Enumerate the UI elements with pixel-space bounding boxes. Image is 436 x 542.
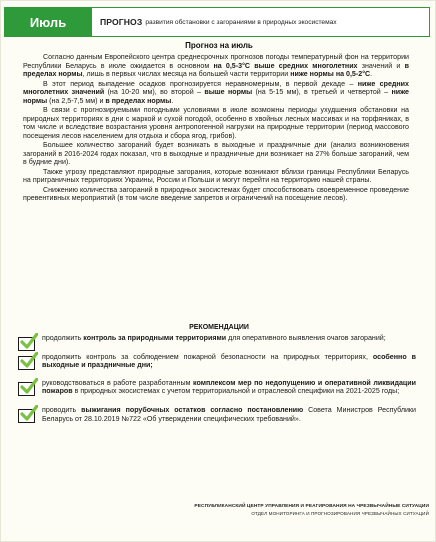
recommendations-list [18,334,416,423]
text-run: Совета Министров Республики Беларусь от 28.10.2019 №722 «Об утверждении специфических требований». [42,405,416,423]
header-title [92,7,430,37]
text-run: В этот период выпадение осадков прогнозируется неравномерным, в первой декаде – [43,79,358,88]
text-run: (на 2,5-7,5 мм) и [47,96,106,105]
recommendation-item [18,334,416,343]
text-run: продолжить [42,334,84,342]
recommendation-item [18,406,416,423]
emphasized-text: контроль за природными территориями [83,334,227,342]
text-run: для оперативного выявления очагов загораний; [226,334,386,342]
emphasized-text: ниже средних многолетних значений [23,79,409,96]
text-run: . [171,96,174,105]
checkmark-icon [18,356,35,370]
text-run: Также угрозу представляют природные загорания, которые возникают вблизи границы Республики Беларусь на приграничных территориях Украины, России и Польши и могут перейти на территорию нашей страны. [23,167,409,184]
header-title-rest: развития обстановки с загораниями в природных экосистемах [145,18,337,26]
emphasized-text: выше нормы [204,88,253,96]
emphasized-text: комплексом мер по недопущению и оперативной ликвидации пожаров [42,378,416,396]
text-run: Снижению количества загораний в природных экосистемах будет способствовать своевременное проведение превентивных мероприятий (в том числе введение запретов и ограничений на посещение лесов). [23,185,409,202]
forecast-paragraph [23,106,409,140]
footer [151,504,429,516]
checkmark-icon [18,337,35,351]
month-label: Июль [29,14,67,30]
forecast-paragraph [23,141,409,167]
text-run: Большее количество загораний будет возникать в выходные и праздничные дни (анализ возникновения загораний в 2016-2024 годах показал, что в выходные и праздничные дни возникает на 27% больше загораний, чем в будние дни). [23,141,409,166]
recommendation-item [18,353,416,370]
recommendations-title: РЕКОМЕНДАЦИИ [189,324,249,331]
recommendation-text [42,379,416,396]
text-run: (на 5-15 мм), в третьей и четвертой – [252,88,392,96]
text-run: . [370,70,373,78]
text-run: , лишь в первых числах месяца на большей части территории [82,70,291,78]
footer-organization: РЕСПУБЛИКАНСКИЙ ЦЕНТР УПРАВЛЕНИЯ И РЕАГИРОВАНИЯ НА ЧРЕЗВЫЧАЙНЫЕ СИТУАЦИИ [194,504,429,509]
recommendation-text [42,334,386,342]
header [4,7,430,37]
text-run: в природных экосистемах с учетом территориальной и отраслевой специфики на 2021-2025 годы; [72,387,400,396]
emphasized-text: выжигания порубочных остатков согласно постановлению [81,405,304,414]
footer-department: ОТДЕЛ МОНИТОРИНГА И ПРОГНОЗИРОВАНИЯ ЧРЕЗВЫЧАЙНЫХ СИТУАЦИЙ [251,511,429,516]
forecast-paragraph [23,80,409,106]
emphasized-text: на 0,5-3°С выше средних многолетних [213,61,358,70]
recommendation-text [42,353,416,370]
text-run: В связи с прогнозируемыми погодными условиями в июле возможны периоды ухудшения обстановки на природных территориях в дни с жаркой и сухой погодой, особенно в хвойных лесных массивах и на торфяниках, в том числе и вследствие возрастания уровня антропогенной нагрузки на природные территории (период массового посещения лесов населением для отдыха и сбора ягод, грибов). [23,106,409,140]
recommendation-item [18,379,416,396]
text-run: значений и [357,61,405,70]
text-run: Согласно данным Европейского центра среднесрочных прогнозов погоды температурный фон на территории Республики Беларусь в июле ожидается в основном [23,53,409,70]
forecast-paragraph [23,186,409,203]
text-run: (на 10-20 мм), во второй – [104,88,205,96]
emphasized-text: ниже нормы на 0,5-2°С [290,70,371,78]
forecast-paragraph [23,53,409,79]
document-title: Прогноз на июль [185,41,253,50]
header-title-bold: ПРОГНОЗ [100,17,143,27]
text-run: руководствоваться в работе разработанным [42,378,194,387]
emphasized-text: ниже нормы [23,88,409,105]
checkmark-icon [18,382,35,396]
month-badge [4,7,92,37]
text-run: проводить [42,405,82,414]
forecast-body [23,53,409,204]
forecast-paragraph [23,168,409,185]
recommendation-text [42,406,416,423]
emphasized-text: в пределах нормы [23,61,409,78]
emphasized-text: особенно в выходные и праздничные дни; [42,352,416,370]
checkmark-icon [18,409,35,423]
emphasized-text: в пределах нормы [105,96,172,105]
text-run: продолжить контроль за соблюдением пожарной безопасности на природных территориях, [42,352,373,361]
